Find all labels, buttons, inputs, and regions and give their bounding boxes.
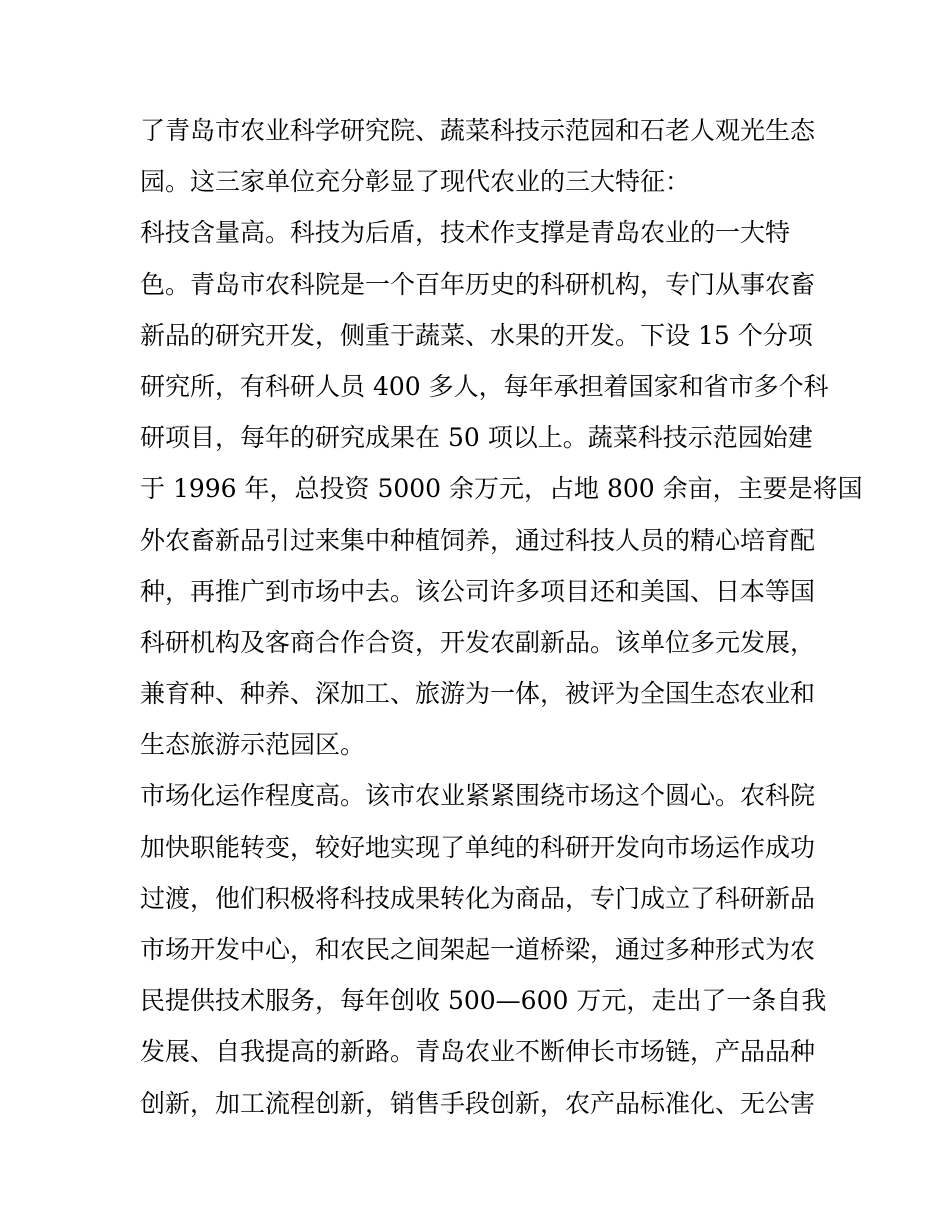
text-line: 种，再推广到市场中去。该公司许多项目还和美国、日本等国 [140,576,816,606]
text-line: 了青岛市农业科学研究院、蔬菜科技示范园和石老人观光生态 [140,116,816,145]
text-line: 科技含量高。科技为后盾，技术作支撑是青岛农业的一大特 [140,218,791,248]
text-line: 兼育种、种养、深加工、旅游为一体，被评为全国生态农业和 [140,679,816,709]
text-line: 科研机构及客商合作合资，开发农副新品。该单位多元发展， [140,627,816,657]
paragraph-intro [140,105,816,207]
text-line: 外农畜新品引过来集中种植饲养，通过科技人员的精心培育配 [140,525,816,555]
paragraph-market [140,770,827,1128]
text-line: 生态旅游示范园区。 [140,730,366,760]
text-line: 于 1996 年，总投资 5000 余万元，占地 800 余亩，主要是将国 [140,474,863,504]
text-line: 民提供技术服务，每年创收 500—600 万元，走出了一条自我 [140,986,827,1016]
text-line: 加快职能转变，较好地实现了单纯的科研开发向市场运作成功 [140,832,816,862]
paragraph-tech [140,207,863,770]
text-line: 研项目，每年的研究成果在 50 项以上。蔬菜科技示范园始建 [140,423,813,453]
text-line: 发展、自我提高的新路。青岛农业不断伸长市场链，产品品种 [140,1037,816,1067]
text-line: 过渡，他们积极将科技成果转化为商品，专门成立了科研新品 [140,883,816,913]
document-body [140,105,863,1129]
text-line: 研究所，有科研人员 400 多人，每年承担着国家和省市多个科 [140,371,829,401]
text-line: 创新，加工流程创新，销售手段创新，农产品标准化、无公害 [140,1088,816,1118]
text-line: 园。这三家单位充分彰显了现代农业的三大特征： [140,167,691,197]
text-line: 市场化运作程度高。该市农业紧紧围绕市场这个圆心。农科院 [140,781,816,811]
text-line: 新品的研究开发，侧重于蔬菜、水果的开发。下设 15 个分项 [140,320,813,350]
text-line: 色。青岛市农科院是一个百年历史的科研机构，专门从事农畜 [140,269,816,299]
text-line: 市场开发中心，和农民之间架起一道桥梁，通过多种形式为农 [140,935,816,964]
